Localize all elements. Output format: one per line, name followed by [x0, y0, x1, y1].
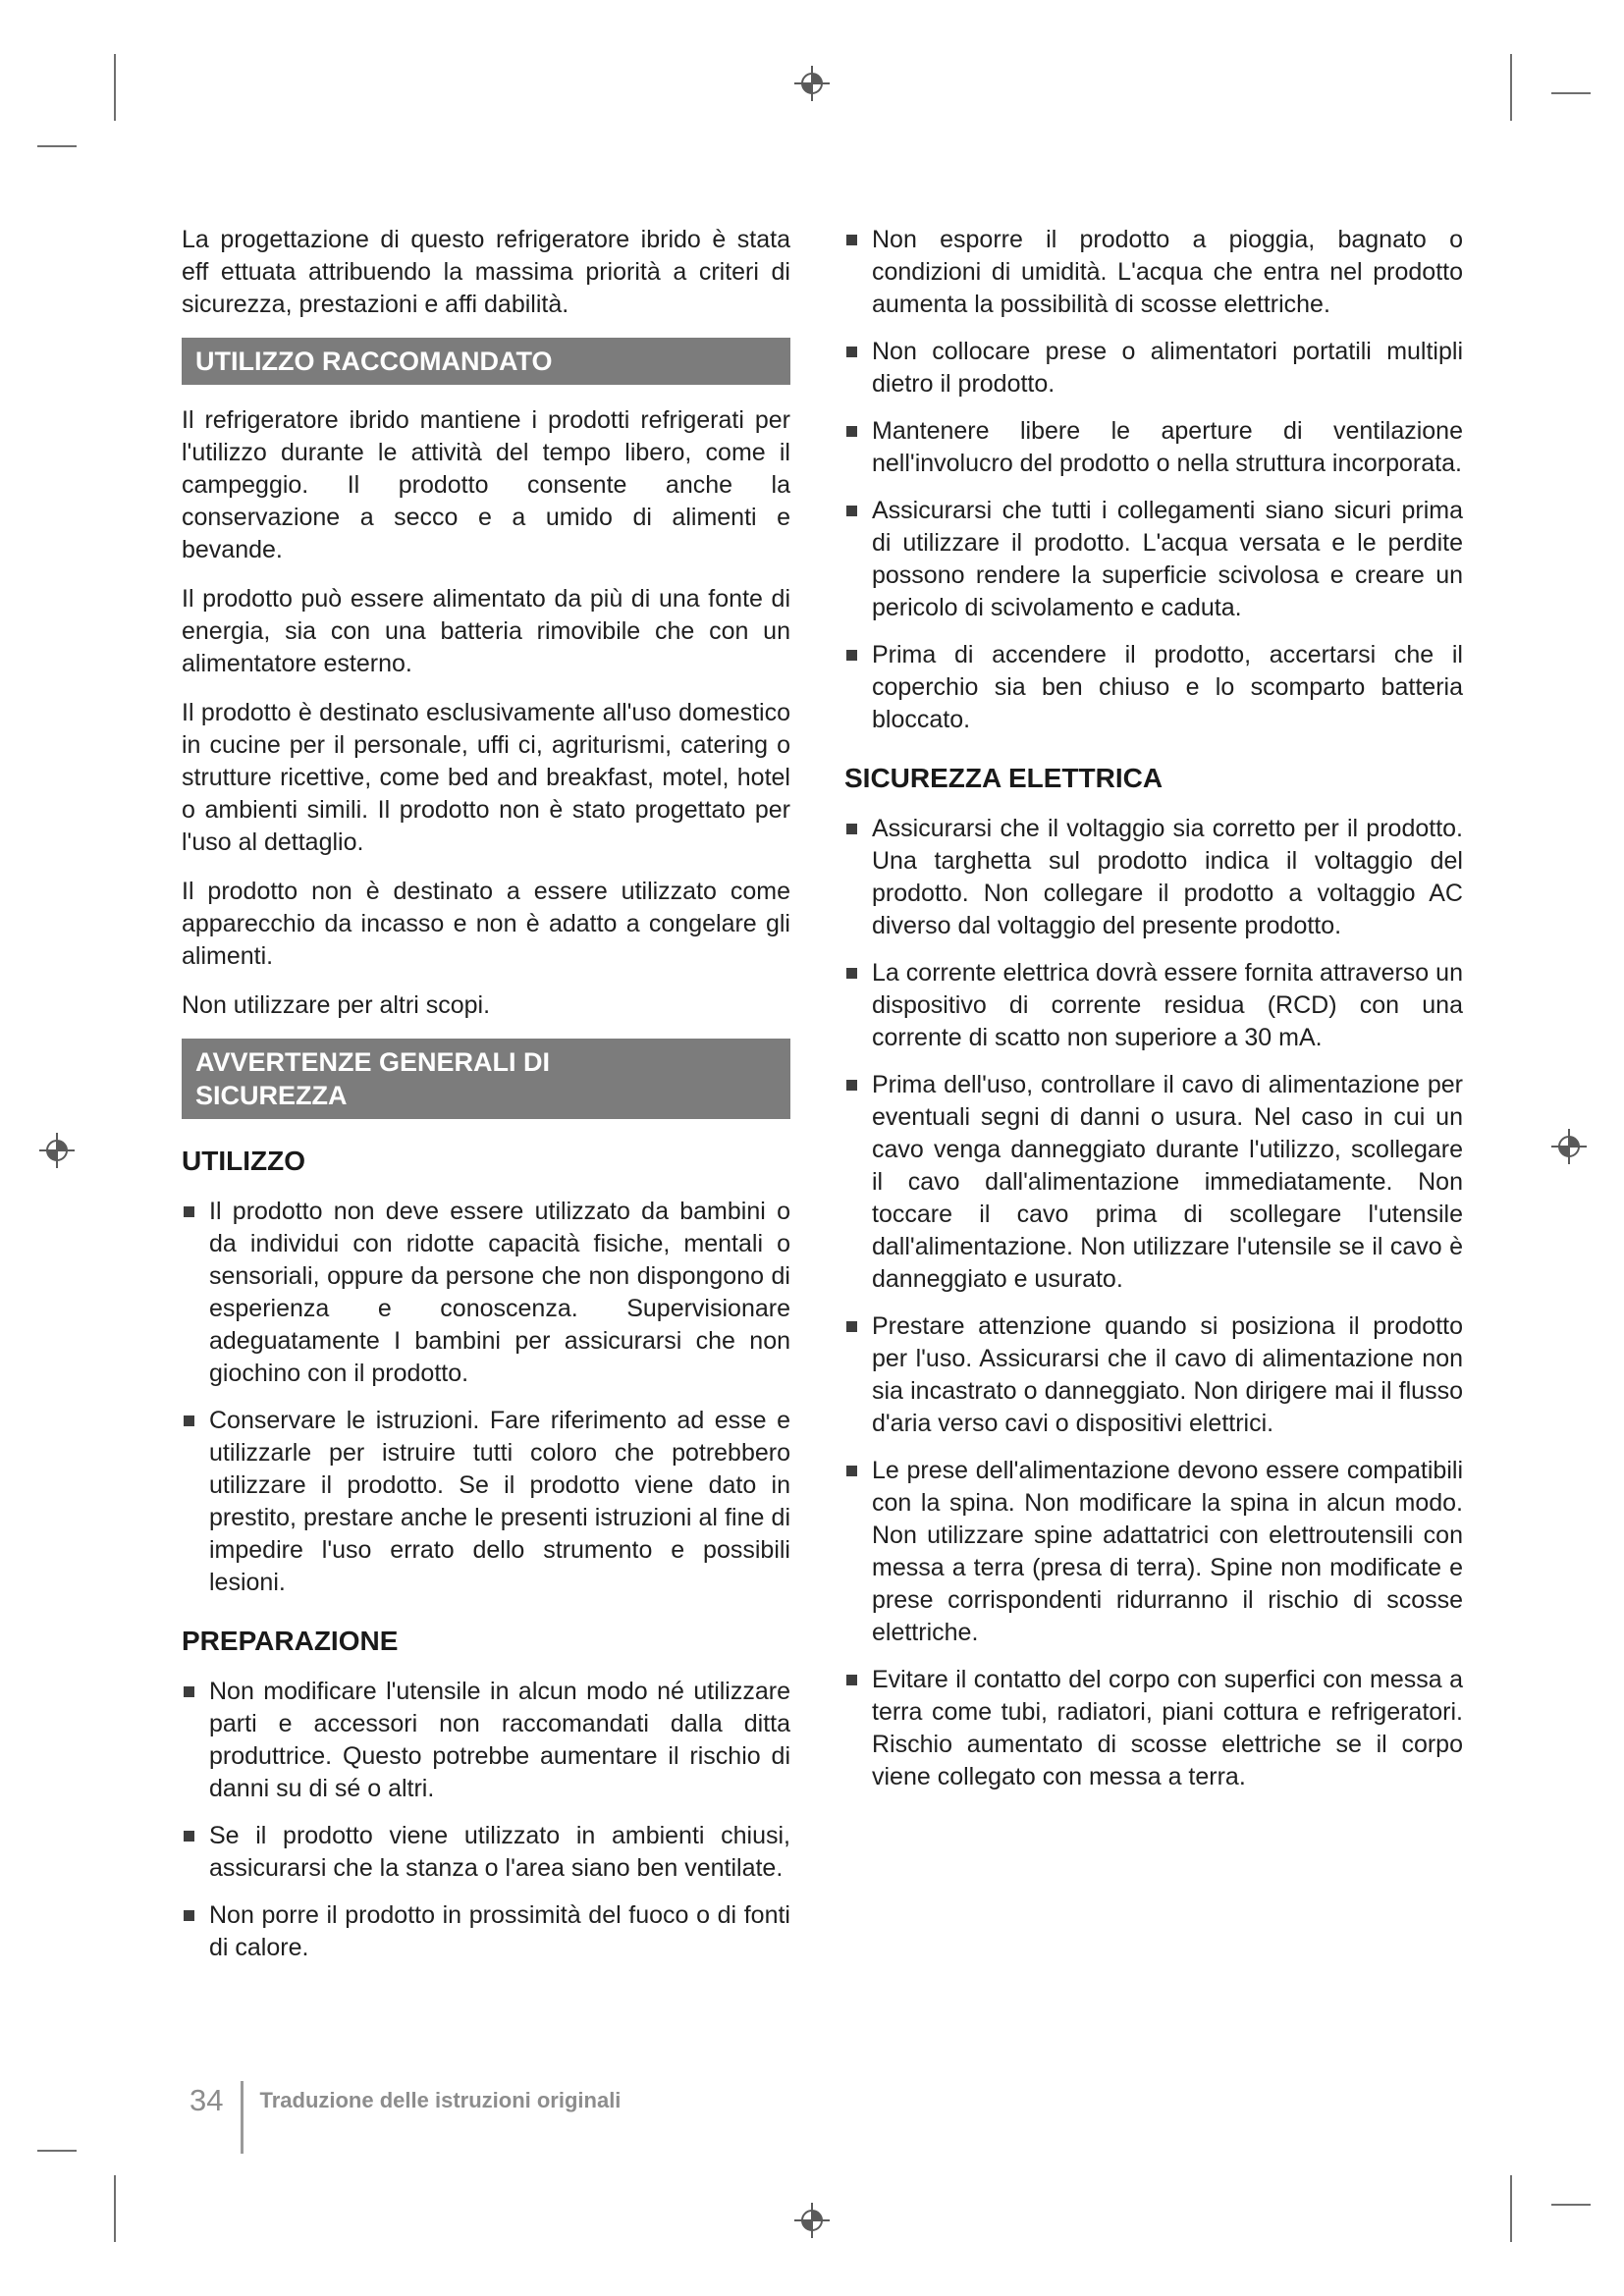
bullet-text: Conservare le istruzioni. Fare riferimento ad esse e utilizzarle per istruire tutti coloro che potrebbero utilizzare il prodotto. Se il prodotto viene dato in prestito, prestare anche le presenti istruzioni al fine di impedire l'uso errato dello strumento e possibili lesioni.	[209, 1407, 790, 1596]
bullet-item	[844, 813, 1463, 942]
square-bullet-icon	[846, 968, 857, 979]
bullet-text: Prima di accendere il prodotto, accertarsi che il coperchio sia ben chiuso e lo scomparto batteria bloccato.	[872, 641, 1463, 733]
bullet-item	[182, 1820, 790, 1885]
square-bullet-icon	[184, 1415, 194, 1426]
subsection-heading: SICUREZZA ELETTRICA	[844, 763, 1164, 793]
square-bullet-icon	[846, 824, 857, 834]
bullet-item	[182, 1405, 790, 1599]
square-bullet-icon	[184, 1910, 194, 1921]
square-bullet-icon	[846, 347, 857, 357]
right-column	[844, 224, 1463, 1979]
square-bullet-icon	[846, 650, 857, 661]
crop-mark	[114, 2175, 116, 2242]
page-footer	[189, 2081, 621, 2154]
bullet-text: Assicurarsi che il voltaggio sia corretto per il prodotto. Una targhetta sul prodotto indica il voltaggio del prodotto. Non collegare il prodotto a voltaggio AC diverso dal voltaggio del presente prodotto.	[872, 815, 1463, 939]
square-bullet-icon	[846, 1466, 857, 1476]
bullet-text: Prima dell'uso, controllare il cavo di alimentazione per eventuali segni di danni o usura. Nel caso in cui un cavo venga danneggiato durante l'utilizzo, scollegare il cavo dall'alimentazione immediatamente. Non toccare il cavo prima di scollegare l'utensile dall'alimentazione. Non utilizzare l'utensile se il cavo è danneggiato e usurato.	[872, 1071, 1463, 1293]
square-bullet-icon	[184, 1686, 194, 1697]
square-bullet-icon	[846, 1675, 857, 1685]
bullet-text: Evitare il contatto del corpo con superfici con messa a terra come tubi, radiatori, piani cottura e refrigeratori. Rischio aumentato di scosse elettriche se il corpo viene collegato con messa a terra.	[872, 1666, 1463, 1790]
registration-mark-icon	[1551, 1129, 1587, 1164]
bullet-item	[844, 495, 1463, 624]
bullet-text: Il prodotto non deve essere utilizzato da bambini o da individui con ridotte capacità fisiche, mentali o sensoriali, oppure da persone che non dispongono di esperienza e conoscenza. Supervisionare adeguatamente I bambini per assicurarsi che non giochino con il prodotto.	[209, 1198, 790, 1387]
bullet-text: Non modificare l'utensile in alcun modo né utilizzare parti e accessori non raccomandati dalla ditta produttrice. Questo potrebbe aumentare il rischio di danni su di sé o altri.	[209, 1678, 790, 1802]
page-content	[182, 224, 1463, 1979]
crop-mark	[1510, 54, 1512, 121]
bullet-item	[844, 1069, 1463, 1296]
left-column	[182, 224, 790, 1979]
bullet-item	[182, 1196, 790, 1390]
section-header: UTILIZZO RACCOMANDATO	[182, 338, 790, 385]
footer-divider	[241, 2081, 244, 2154]
paragraph: Il refrigeratore ibrido mantiene i prodotti refrigerati per l'utilizzo durante le attività del tempo libero, come il campeggio. Il prodotto consente anche la conservazione a secco e a umido di alimenti e bevande.	[182, 406, 790, 563]
bullet-text: Se il prodotto viene utilizzato in ambienti chiusi, assicurarsi che la stanza o l'area siano ben ventilate.	[209, 1822, 790, 1882]
square-bullet-icon	[846, 426, 857, 437]
paragraph: Il prodotto può essere alimentato da più di una fonte di energia, sia con una batteria rimovibile che con un alimentatore esterno.	[182, 585, 790, 677]
paragraph: Il prodotto è destinato esclusivamente all'uso domestico in cucine per il personale, uffi ci, agriturismi, catering o strutture ricettive, come bed and breakfast, motel, hotel o ambienti simili. Il prodotto non è stato progettato per l'uso al dettaglio.	[182, 699, 790, 856]
registration-mark-icon	[39, 1133, 75, 1168]
subsection-heading: PREPARAZIONE	[182, 1626, 399, 1656]
registration-mark-icon	[794, 2203, 830, 2238]
bullet-text: Non porre il prodotto in prossimità del fuoco o di fonti di calore.	[209, 1901, 790, 1961]
bullet-item	[182, 1676, 790, 1805]
square-bullet-icon	[184, 1206, 194, 1217]
paragraph: Non utilizzare per altri scopi.	[182, 991, 491, 1019]
square-bullet-icon	[184, 1831, 194, 1842]
bullet-item	[844, 336, 1463, 400]
crop-mark	[37, 145, 77, 147]
square-bullet-icon	[846, 235, 857, 245]
bullet-item	[844, 415, 1463, 480]
bullet-item	[844, 1310, 1463, 1440]
square-bullet-icon	[846, 506, 857, 516]
paragraph: La progettazione di questo refrigeratore ibrido è stata eff ettuata attribuendo la massima priorità a criteri di sicurezza, prestazioni e affi dabilità.	[182, 226, 790, 318]
paragraph: Il prodotto non è destinato a essere utilizzato come apparecchio da incasso e non è adatto a congelare gli alimenti.	[182, 878, 790, 970]
bullet-item	[844, 1455, 1463, 1649]
bullet-item	[182, 1899, 790, 1964]
square-bullet-icon	[846, 1080, 857, 1091]
crop-mark	[1551, 92, 1591, 94]
crop-mark	[114, 54, 116, 121]
crop-mark	[1510, 2175, 1512, 2242]
footer-text: Traduzione delle istruzioni originali	[259, 2088, 622, 2112]
square-bullet-icon	[846, 1321, 857, 1332]
bullet-text: Le prese dell'alimentazione devono essere compatibili con la spina. Non modificare la spina in alcun modo. Non utilizzare spine adattatrici con elettroutensili con messa a terra (presa di terra). Spine non modificate e prese corrispondenti ridurranno il rischio di scosse elettriche.	[872, 1457, 1463, 1646]
crop-mark	[37, 2150, 77, 2152]
bullet-text: Mantenere libere le aperture di ventilazione nell'involucro del prodotto o nella struttura incorporata.	[872, 417, 1463, 477]
bullet-text: Non esporre il prodotto a pioggia, bagnato o condizioni di umidità. L'acqua che entra nel prodotto aumenta la possibilità di scosse elettriche.	[872, 226, 1463, 318]
bullet-text: Non collocare prese o alimentatori portatili multipli dietro il prodotto.	[872, 338, 1463, 398]
bullet-item	[844, 224, 1463, 321]
section-header: AVVERTENZE GENERALI DI SICUREZZA	[182, 1039, 790, 1119]
registration-mark-icon	[794, 66, 830, 101]
bullet-text: La corrente elettrica dovrà essere fornita attraverso un dispositivo di corrente residua (RCD) con una corrente di scatto non superiore a 30 mA.	[872, 959, 1463, 1051]
bullet-item	[844, 639, 1463, 736]
subsection-heading: UTILIZZO	[182, 1146, 305, 1176]
page-number: 34	[189, 2083, 224, 2117]
bullet-item	[844, 1664, 1463, 1793]
crop-mark	[1551, 2204, 1591, 2206]
bullet-item	[844, 957, 1463, 1054]
bullet-text: Assicurarsi che tutti i collegamenti siano sicuri prima di utilizzare il prodotto. L'acqua versata e le perdite possono rendere la superficie scivolosa e creare un pericolo di scivolamento e caduta.	[872, 497, 1463, 621]
bullet-text: Prestare attenzione quando si posiziona il prodotto per l'uso. Assicurarsi che il cavo di alimentazione non sia incastrato o danneggiato. Non dirigere mai il flusso d'aria verso cavi o dispositivi elettrici.	[872, 1312, 1463, 1437]
